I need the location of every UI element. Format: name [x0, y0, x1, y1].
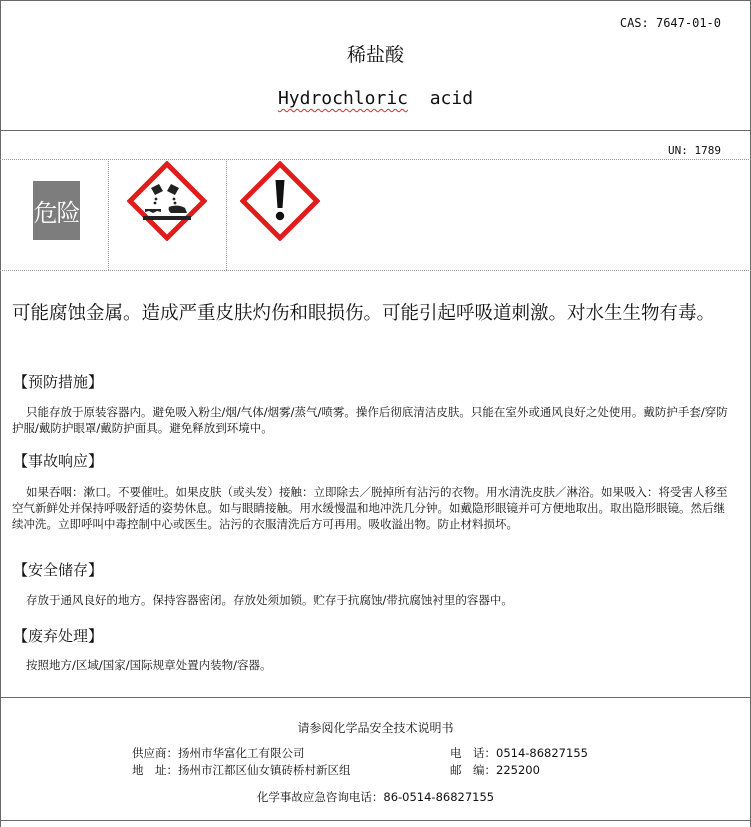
address-row — [132, 762, 351, 778]
product-name-en-word2: acid — [429, 88, 474, 109]
section-text-disposal: 按照地方/区域/国家/国际规章处置内装物/容器。 — [26, 658, 272, 672]
postcode-value: 225200 — [496, 763, 540, 777]
hazard-statement: 可能腐蚀金属。造成严重皮肤灼伤和眼损伤。可能引起呼吸道刺激。对水生生物有毒。 — [12, 303, 716, 324]
address-label: 地 址： — [132, 763, 178, 777]
exclamation-icon — [240, 161, 320, 241]
phone-row — [450, 745, 588, 761]
section-title-prevention: 【预防措施】 — [13, 373, 104, 391]
postcode-label: 邮 编： — [450, 763, 496, 777]
pictogram-divider — [0, 270, 751, 271]
phone-label: 电 话： — [450, 746, 496, 760]
emergency-phone: 86-0514-86827155 — [383, 790, 495, 804]
un-divider — [0, 159, 751, 160]
bottom-border — [0, 820, 751, 821]
pictogram-separator — [108, 159, 109, 270]
corrosion-icon — [127, 161, 207, 241]
section-text-prevention: 只能存放于原装容器内。避免吸入粉尘/烟/气体/烟雾/蒸气/喷雾。操作后彻底清洁皮肤。只能在室外或通风良好之处使用。戴防护手套/穿防护服/戴防护眼罩/戴防护面具。避免释放到环境中。 — [12, 405, 728, 435]
cas-number: CAS: 7647-01-0 — [619, 16, 721, 30]
postcode-row — [450, 762, 540, 778]
supplier-row — [132, 745, 305, 761]
phone-value: 0514-86827155 — [496, 746, 588, 760]
emergency-row — [0, 789, 751, 805]
emergency-label: 化学事故应急咨询电话： — [256, 790, 384, 804]
supplier-name: 扬州市华富化工有限公司 — [178, 746, 305, 760]
section-title-storage: 【安全储存】 — [13, 561, 104, 579]
signal-word: 危险 — [33, 181, 80, 240]
un-number: UN: 1789 — [668, 144, 721, 157]
product-name-en-word1: Hydrochloric — [277, 88, 408, 109]
sds-reference: 请参阅化学品安全技术说明书 — [297, 721, 454, 735]
pictogram-separator — [226, 159, 227, 270]
supplier-label: 供应商： — [132, 746, 178, 760]
section-title-disposal: 【废弃处理】 — [13, 627, 104, 645]
product-name-en — [0, 88, 751, 109]
section-text-storage: 存放于通风良好的地方。保持容器密闭。存放处须加锁。贮存于抗腐蚀/带抗腐蚀衬里的容器中。 — [26, 593, 513, 607]
section-title-response: 【事故响应】 — [13, 452, 104, 470]
product-name-cn: 稀盐酸 — [346, 44, 404, 66]
address-value: 扬州市江都区仙女镇砖桥村新区组 — [178, 763, 351, 777]
section-text-response: 如果吞咽：漱口。不要催吐。如果皮肤（或头发）接触：立即除去／脱掉所有沾污的衣物。用水清洗皮肤／淋浴。如果吸入：将受害人移至空气新鲜处并保持呼吸舒适的姿势休息。如与眼睛接触。用水缓慢温和地冲洗几分钟。如戴隐形眼镜并可方便地取出。取出隐形眼镜。然后继续冲洗。立即呼叫中毒控制中心或医生。沾污的衣服清洗后方可再用。吸收溢出物。防止材料损坏。 — [12, 485, 728, 531]
header-divider — [0, 130, 751, 131]
footer-divider — [0, 697, 751, 698]
